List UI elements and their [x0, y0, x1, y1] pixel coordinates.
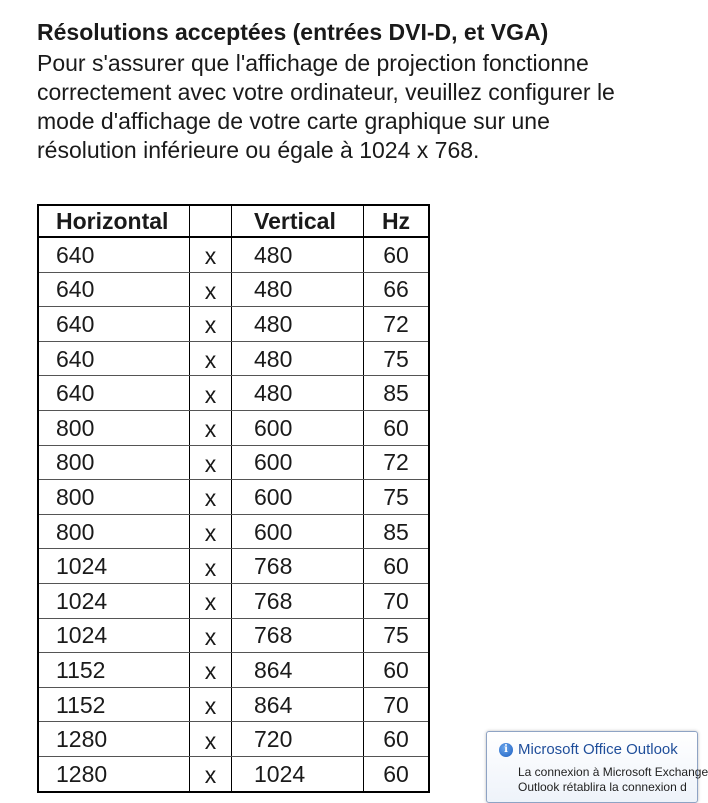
table-row: [38, 341, 429, 376]
cell-hz: 60: [364, 653, 430, 688]
cell-hz: 85: [364, 514, 430, 549]
info-icon: i: [499, 743, 513, 757]
cell-separator: x: [190, 307, 232, 342]
table-body: [38, 237, 429, 792]
table-row: [38, 237, 429, 272]
notification-message-line: La connexion à Microsoft Exchange: [518, 765, 708, 779]
cell-separator: x: [190, 410, 232, 445]
paragraph-line: mode d'affichage de votre carte graphique sur une: [37, 108, 550, 134]
cell-separator: x: [190, 653, 232, 688]
cell-separator: x: [190, 514, 232, 549]
cell-separator: x: [190, 376, 232, 411]
cell-vertical: 600: [232, 514, 364, 549]
table-header-row: [38, 205, 429, 237]
cell-hz: 60: [364, 410, 430, 445]
cell-hz: 60: [364, 237, 430, 272]
cell-vertical: 480: [232, 341, 364, 376]
cell-horizontal: 1280: [38, 756, 190, 791]
table-row: [38, 583, 429, 618]
cell-horizontal: 1152: [38, 653, 190, 688]
cell-horizontal: 800: [38, 514, 190, 549]
cell-separator: x: [190, 722, 232, 757]
cell-horizontal: 1024: [38, 618, 190, 653]
header-separator: [190, 205, 232, 237]
header-horizontal: Horizontal: [38, 205, 190, 237]
intro-paragraph: [37, 49, 677, 165]
cell-vertical: 768: [232, 618, 364, 653]
table-row: [38, 549, 429, 584]
table-row: [38, 445, 429, 480]
cell-vertical: 600: [232, 480, 364, 515]
cell-horizontal: 640: [38, 341, 190, 376]
cell-horizontal: 1280: [38, 722, 190, 757]
cell-horizontal: 1152: [38, 687, 190, 722]
paragraph-line: résolution inférieure ou égale à 1024 x 768.: [37, 137, 480, 163]
table-row: [38, 514, 429, 549]
cell-hz: 60: [364, 756, 430, 791]
cell-hz: 75: [364, 618, 430, 653]
cell-vertical: 600: [232, 445, 364, 480]
cell-horizontal: 800: [38, 445, 190, 480]
table-row: [38, 480, 429, 515]
cell-horizontal: 640: [38, 237, 190, 272]
notification-title[interactable]: Microsoft Office Outlook: [518, 741, 678, 758]
section-heading: Résolutions acceptées (entrées DVI-D, et VGA): [37, 19, 549, 45]
notification-message-line: Outlook rétablira la connexion d: [518, 780, 687, 794]
cell-hz: 60: [364, 549, 430, 584]
cell-vertical: 480: [232, 376, 364, 411]
cell-separator: x: [190, 272, 232, 307]
cell-hz: 75: [364, 341, 430, 376]
table-row: [38, 653, 429, 688]
cell-vertical: 1024: [232, 756, 364, 791]
cell-vertical: 480: [232, 272, 364, 307]
cell-separator: x: [190, 549, 232, 584]
header-hz: Hz: [364, 205, 430, 237]
cell-hz: 72: [364, 307, 430, 342]
cell-vertical: 768: [232, 549, 364, 584]
cell-separator: x: [190, 341, 232, 376]
table-row: [38, 618, 429, 653]
cell-hz: 72: [364, 445, 430, 480]
cell-horizontal: 1024: [38, 583, 190, 618]
cell-hz: 66: [364, 272, 430, 307]
cell-separator: x: [190, 237, 232, 272]
cell-separator: x: [190, 445, 232, 480]
table-row: [38, 722, 429, 757]
table-row: [38, 410, 429, 445]
cell-horizontal: 640: [38, 272, 190, 307]
cell-hz: 70: [364, 583, 430, 618]
cell-vertical: 864: [232, 653, 364, 688]
table-row: [38, 376, 429, 411]
cell-vertical: 480: [232, 307, 364, 342]
cell-separator: x: [190, 480, 232, 515]
outlook-notification[interactable]: [486, 731, 708, 803]
cell-vertical: 768: [232, 583, 364, 618]
cell-horizontal: 640: [38, 307, 190, 342]
cell-horizontal: 1024: [38, 549, 190, 584]
paragraph-line: Pour s'assurer que l'affichage de projection fonctionne: [37, 50, 589, 76]
cell-horizontal: 800: [38, 410, 190, 445]
paragraph-line: correctement avec votre ordinateur, veuillez configurer le: [37, 79, 615, 105]
cell-separator: x: [190, 618, 232, 653]
cell-separator: x: [190, 583, 232, 618]
cell-vertical: 600: [232, 410, 364, 445]
cell-hz: 75: [364, 480, 430, 515]
cell-vertical: 864: [232, 687, 364, 722]
cell-hz: 85: [364, 376, 430, 411]
cell-horizontal: 640: [38, 376, 190, 411]
cell-hz: 70: [364, 687, 430, 722]
cell-hz: 60: [364, 722, 430, 757]
table-row: [38, 307, 429, 342]
cell-separator: x: [190, 756, 232, 791]
table-row: [38, 272, 429, 307]
table-row: [38, 687, 429, 722]
cell-horizontal: 800: [38, 480, 190, 515]
header-vertical: Vertical: [232, 205, 364, 237]
cell-vertical: 480: [232, 237, 364, 272]
table-row: [38, 756, 429, 791]
cell-separator: x: [190, 687, 232, 722]
cell-vertical: 720: [232, 722, 364, 757]
resolution-table: [37, 204, 430, 793]
